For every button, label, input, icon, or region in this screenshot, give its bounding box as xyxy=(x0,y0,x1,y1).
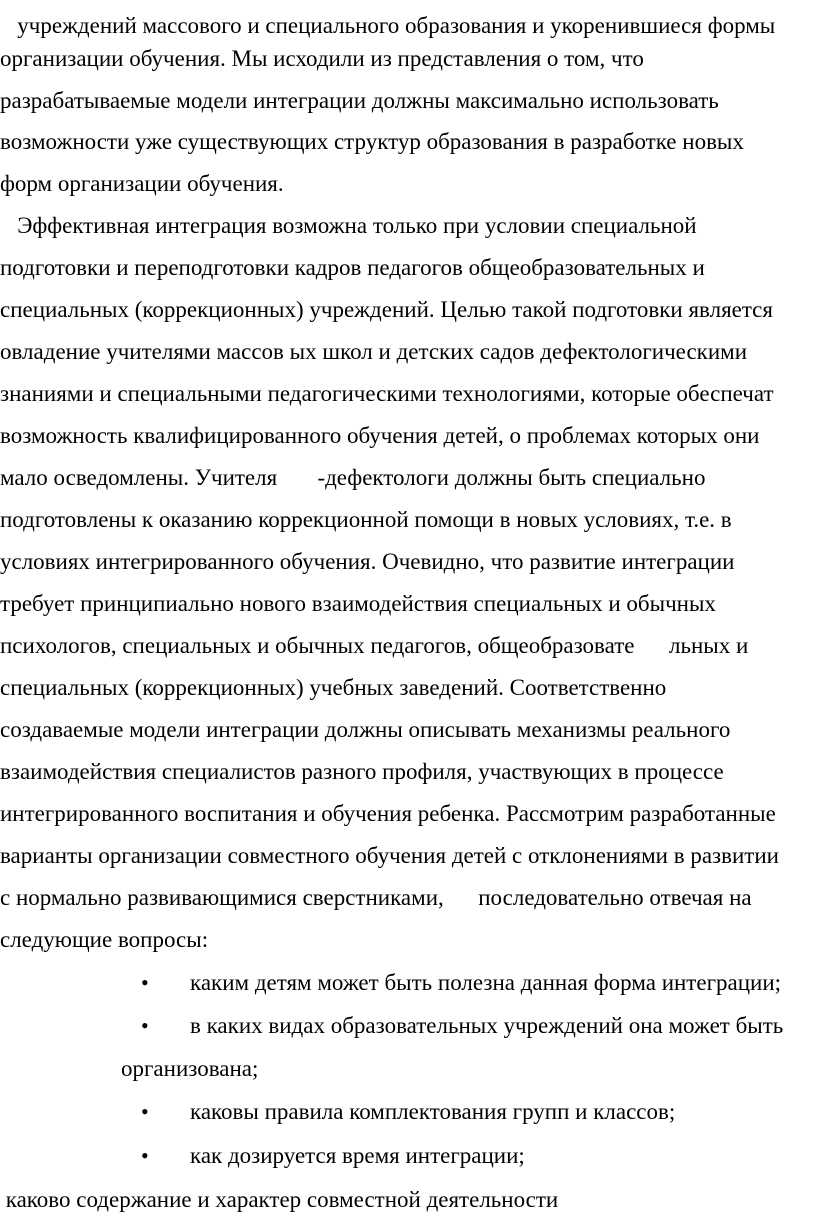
text-line: знаниями и специальными педагогическими технологиями, которые обеспечат xyxy=(0,381,774,406)
text-line: взаимодействия специалистов разного профиля, участвующих в процессе xyxy=(0,759,724,784)
text-line: специальных (коррекционных) учреждений. Целью такой подготовки является xyxy=(0,297,773,322)
bullet-icon: • xyxy=(141,1143,149,1168)
text-line: психологов, специальных и обычных педагогов, общеобразовате льных и xyxy=(0,633,749,658)
text-line: подготовлены к оказанию коррекционной помощи в новых условиях, т.е. в xyxy=(0,507,732,532)
text-line: интегрированного воспитания и обучения ребенка. Рассмотрим разработанные xyxy=(0,801,776,826)
text-line: каково содержание и характер совместной деятельности xyxy=(0,1187,559,1212)
text-line: возможность квалифицированного обучения детей, о проблемах которых они xyxy=(0,423,760,448)
text-line: организации обучения. Мы исходили из представления о том, что xyxy=(0,46,644,71)
text-line: специальных (коррекционных) учебных заведений. Соответственно xyxy=(0,675,667,700)
list-item: как дозируется время интеграции; xyxy=(190,1143,525,1168)
text-line: условиях интегрированного обучения. Очевидно, что развитие интеграции xyxy=(0,549,735,574)
text-line: возможности уже существующих структур образования в разработке новых xyxy=(0,129,744,154)
text-line: варианты организации совместного обучения детей с отклонениями в развитии xyxy=(0,843,779,868)
bullet-icon: • xyxy=(141,1013,149,1038)
text-line: овладение учителями массов ых школ и детских садов дефектологическими xyxy=(0,339,748,364)
list-item-continuation: организована; xyxy=(121,1056,259,1081)
text-line: Эффективная интеграция возможна только при условии специальной xyxy=(0,213,697,238)
bullet-icon: • xyxy=(141,970,149,995)
text-line: подготовки и переподготовки кадров педагогов общеобразовательных и xyxy=(0,255,705,280)
text-line: форм организации обучения. xyxy=(0,171,284,196)
bullet-icon: • xyxy=(141,1099,149,1124)
text-line: следующие вопросы: xyxy=(0,927,209,952)
text-line: создаваемые модели интеграции должны описывать механизмы реального xyxy=(0,717,731,742)
text-line: требует принципиально нового взаимодействия специальных и обычных xyxy=(0,591,716,616)
list-item: каким детям может быть полезна данная форма интеграции; xyxy=(190,970,782,995)
text-line: с нормально развивающимися сверстниками, последовательно отвечая на xyxy=(0,885,752,910)
text-line: разрабатываемые модели интеграции должны максимально использовать xyxy=(0,88,719,113)
text-line: учреждений массового и специального образования и укоренившиеся формы xyxy=(0,13,776,38)
list-item: в каких видах образовательных учреждений она может быть xyxy=(190,1013,784,1038)
list-item: каковы правила комплектования групп и классов; xyxy=(190,1099,676,1124)
text-line: мало осведомлены. Учителя -дефектологи должны быть специально xyxy=(0,465,706,490)
